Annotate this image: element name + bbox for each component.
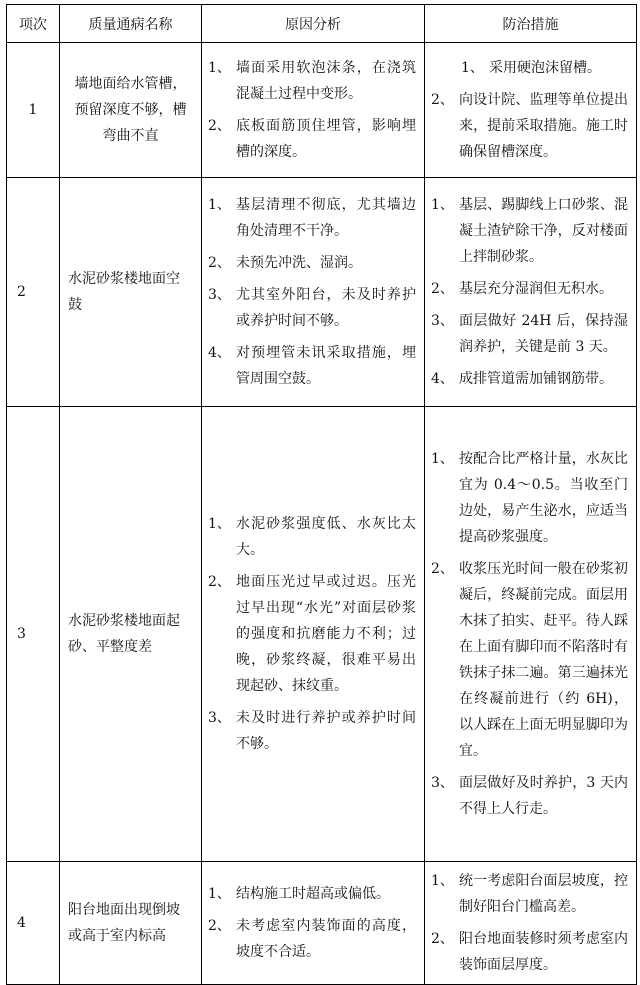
item-text: 按配合比严格计量，水灰比宜为 0.4～0.5。当收至门边处，易产生泌水，应适当提高砂浆强度。 — [459, 451, 628, 545]
item-text: 收浆压光时间一般在砂浆初凝后，终凝前完成。面层用木抹了拍实、赶平。待人踩在上面有脚印而不陷落时有铁抹子抹二遍。第三遍抹光在终凝前进行（约 6H)，以人踩在上面无明显脚印为宜。 — [459, 561, 628, 759]
list-item — [208, 511, 416, 563]
item-number: 2 — [7, 178, 60, 407]
item-marker: 2、 — [208, 918, 231, 934]
cause-cell — [202, 862, 425, 985]
item-text: 未及时进行养护或养护时间不够。 — [236, 710, 416, 752]
list-item — [431, 868, 628, 920]
item-number: 3 — [7, 407, 60, 862]
item-text: 尤其室外阳台，未及时养护或养护时间不够。 — [236, 287, 416, 329]
item-marker: 3、 — [431, 313, 454, 329]
list-item — [208, 913, 416, 965]
item-text: 阳台地面装修时须考虑室内装饰面层厚度。 — [459, 931, 628, 973]
defect-name: 水泥砂浆楼地面起砂、平整度差 — [60, 407, 202, 862]
header-item-no: 项次 — [7, 5, 60, 43]
list-item — [208, 705, 416, 757]
item-text: 向设计院、监理等单位提出来，提前采取措施。施工时确保留槽深度。 — [459, 92, 628, 160]
item-text: 未考虑室内装饰面的高度，坡度不合适。 — [236, 918, 416, 960]
measure-list — [431, 192, 628, 392]
item-marker: 3、 — [208, 287, 231, 303]
list-item — [208, 192, 416, 244]
cause-list — [208, 192, 416, 392]
item-text: 面层做好 24H 后，保持湿润养护，关键是前 3 天。 — [459, 313, 628, 355]
list-item — [431, 366, 628, 392]
list-item — [431, 556, 628, 764]
item-marker: 1、 — [431, 197, 454, 213]
measure-list — [431, 55, 628, 165]
measure-cell — [425, 862, 637, 985]
cause-list — [208, 511, 416, 757]
item-text: 面层做好及时养护，3 天内不得上人行走。 — [459, 775, 628, 817]
item-marker: 2、 — [208, 255, 231, 271]
item-marker: 2、 — [208, 118, 231, 134]
measure-cell — [425, 43, 637, 178]
list-item — [431, 770, 628, 822]
measure-cell — [425, 407, 637, 862]
item-text: 水泥砂浆强度低、水灰比太大。 — [236, 516, 416, 558]
list-item — [208, 113, 416, 165]
item-marker: 2、 — [431, 931, 454, 947]
item-text: 统一考虑阳台面层坡度，控制好阳台门槛高差。 — [459, 873, 628, 915]
item-marker: 1、 — [208, 886, 231, 902]
list-item — [208, 250, 416, 276]
item-number: 1 — [7, 43, 60, 178]
list-item — [431, 55, 628, 81]
cause-cell — [202, 407, 425, 862]
item-text: 成排管道需加铺钢筋带。 — [459, 371, 613, 387]
defect-name: 水泥砂浆楼地面空鼓 — [60, 178, 202, 407]
item-marker: 2、 — [208, 574, 231, 590]
header-defect-name: 质量通病名称 — [60, 5, 202, 43]
item-text: 基层清理不彻底，尤其墙边角处清理不干净。 — [236, 197, 416, 239]
measure-list — [431, 868, 628, 978]
list-item — [208, 881, 416, 907]
cause-list — [208, 55, 416, 165]
item-text: 墙面采用软泡沫条，在浇筑混凝土过程中变形。 — [236, 60, 416, 102]
table-row — [7, 407, 637, 862]
list-item — [208, 569, 416, 699]
list-item — [208, 282, 416, 334]
item-marker: 1、 — [208, 197, 231, 213]
table-row — [7, 862, 637, 985]
list-item — [431, 926, 628, 978]
item-text: 对预埋管未讯采取措施，埋管周围空鼓。 — [236, 345, 416, 387]
list-item — [431, 446, 628, 550]
item-marker: 1、 — [208, 60, 231, 76]
item-number: 4 — [7, 862, 60, 985]
quality-defects-table — [6, 4, 637, 985]
item-marker: 4、 — [431, 371, 454, 387]
item-text: 基层充分湿润但无积水。 — [459, 281, 613, 297]
list-item — [431, 276, 628, 302]
item-marker: 2、 — [431, 92, 454, 108]
item-marker: 1、 — [431, 873, 454, 889]
item-marker: 1、 — [461, 60, 484, 76]
table-row — [7, 178, 637, 407]
defect-name: 阳台地面出现倒坡或高于室内标高 — [60, 862, 202, 985]
list-item — [431, 192, 628, 270]
cause-cell — [202, 178, 425, 407]
table-header-row — [7, 5, 637, 43]
item-marker: 1、 — [208, 516, 231, 532]
item-marker: 3、 — [208, 710, 231, 726]
cause-cell — [202, 43, 425, 178]
item-text: 未预先冲洗、湿润。 — [236, 255, 362, 271]
item-marker: 4、 — [208, 345, 231, 361]
list-item — [431, 308, 628, 360]
header-cause-analysis: 原因分析 — [202, 5, 425, 43]
item-text: 地面压光过早或过迟。压光过早出现“水光”对面层砂浆的强度和抗磨能力不利；过晚，砂浆终凝，很难平易出现起砂、抹纹重。 — [236, 574, 416, 694]
item-text: 采用硬泡沫留槽。 — [489, 60, 601, 76]
measure-list — [431, 446, 628, 822]
table-row — [7, 43, 637, 178]
item-text: 底板面筋顶住埋管，影响埋槽的深度。 — [236, 118, 416, 160]
defect-name: 墙地面给水管槽，预留深度不够，槽弯曲不直 — [60, 43, 202, 178]
item-marker: 2、 — [431, 281, 454, 297]
item-marker: 1、 — [431, 451, 454, 467]
item-text: 基层、踢脚线上口砂浆、混凝土渣铲除干净，反对楼面上拌制砂浆。 — [459, 197, 628, 265]
list-item — [208, 55, 416, 107]
item-text: 结构施工时超高或偏低。 — [236, 886, 390, 902]
header-prevention-measures: 防治措施 — [425, 5, 637, 43]
item-marker: 2、 — [431, 561, 454, 577]
item-marker: 3、 — [431, 775, 454, 791]
measure-cell — [425, 178, 637, 407]
cause-list — [208, 881, 416, 965]
list-item — [431, 87, 628, 165]
list-item — [208, 340, 416, 392]
